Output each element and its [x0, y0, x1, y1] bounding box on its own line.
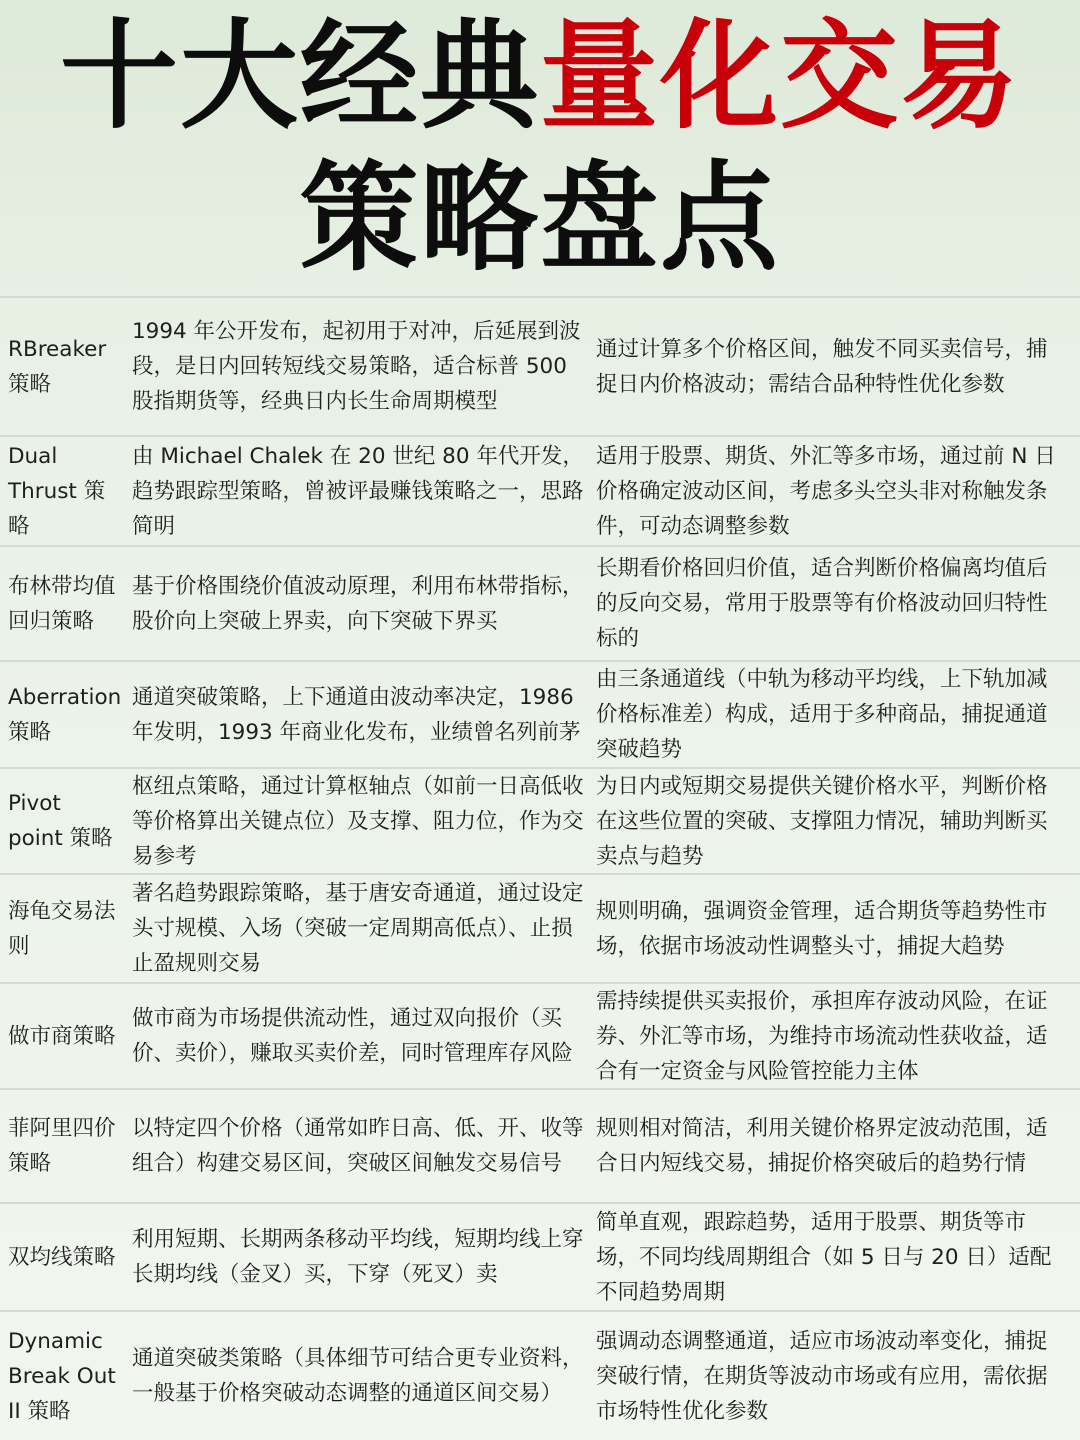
table-row — [0, 296, 1080, 435]
strategy-name: Dynamic Break Out II 策略 — [8, 1328, 116, 1424]
strategy-feature: 由三条通道线（中轨为移动平均线，上下轨加减价格标准差）构成，适用于多种商品，捕捉通道突破趋势 — [596, 667, 1048, 762]
table-row — [0, 660, 1080, 767]
header — [0, 0, 1080, 296]
strategy-feature: 为日内或短期交易提供关键价格水平，判断价格在这些位置的突破、支撑阻力情况，辅助判断买卖点与趋势 — [596, 773, 1048, 869]
strategy-feature: 规则明确，强调资金管理，适合期货等趋势性市场，依据市场波动性调整头寸，捕捉大趋势 — [596, 898, 1048, 959]
strategy-description: 由 Michael Chalek 在 20 世纪 80 年代开发，趋势跟踪型策略，曾被评最赚钱策略之一，思路简明 — [132, 443, 584, 539]
strategy-description: 枢纽点策略，通过计算枢轴点（如前一日高低收等价格算出关键点位）及支撑、阻力位，作为交易参考 — [132, 773, 584, 869]
title-black-part: 十大经典 — [59, 7, 540, 145]
table-row — [0, 1202, 1080, 1310]
table-row — [0, 982, 1080, 1088]
strategy-name: 双均线策略 — [8, 1244, 116, 1270]
title-red-part: 量化交易 — [540, 7, 1021, 145]
strategy-description: 以特定四个价格（通常如昨日高、低、开、收等组合）构建交易区间，突破区间触发交易信号 — [132, 1116, 584, 1176]
strategy-name: RBreaker 策略 — [8, 336, 107, 397]
strategy-description: 1994 年公开发布，起初用于对冲，后延展到波段，是日内回转短线交易策略，适合标普 500 股指期货等，经典日内长生命周期模型 — [132, 319, 581, 414]
strategy-description: 著名趋势跟踪策略，基于唐安奇通道，通过设定头寸规模、入场（突破一定周期高低点）、止损止盈规则交易 — [132, 881, 584, 976]
table-row — [0, 545, 1080, 660]
strategy-description: 做市商为市场提供流动性，通过双向报价（买价、卖价），赚取买卖价差，同时管理库存风险 — [132, 1006, 573, 1066]
table-row — [0, 873, 1080, 982]
strategy-name: 布林带均值回归策略 — [8, 573, 116, 634]
strategy-feature: 通过计算多个价格区间，触发不同买卖信号，捕捉日内价格波动；需结合品种特性优化参数 — [596, 336, 1048, 397]
strategy-table — [0, 296, 1080, 1440]
strategy-feature: 长期看价格回归价值，适合判断价格偏离均值后的反向交易，常用于股票等有价格波动回归特性标的 — [596, 556, 1048, 651]
strategy-name: Pivot point 策略 — [8, 791, 113, 851]
strategy-name: 做市商策略 — [8, 1023, 116, 1049]
table-row — [0, 1088, 1080, 1202]
strategy-description: 基于价格围绕价值波动原理，利用布林带指标，股价向上突破上界卖，向下突破下界买 — [132, 573, 584, 634]
title-line-2: 策略盘点 — [299, 149, 780, 287]
strategy-feature: 强调动态调整通道，适应市场波动率变化，捕捉突破行情，在期货等波动市场或有应用，需依据市场特性优化参数 — [596, 1328, 1048, 1424]
strategy-name: Aberration 策略 — [8, 684, 122, 745]
strategy-description: 通道突破策略，上下通道由波动率决定，1986 年发明，1993 年商业化发布，业绩曾名列前茅 — [132, 684, 581, 745]
strategy-feature: 需持续提供买卖报价，承担库存波动风险，在证券、外汇等市场，为维持市场流动性获收益，适合有一定资金与风险管控能力主体 — [596, 988, 1048, 1084]
strategy-feature: 规则相对简洁，利用关键价格界定波动范围，适合日内短线交易，捕捉价格突破后的趋势行情 — [596, 1116, 1048, 1176]
table-row — [0, 435, 1080, 545]
strategy-feature: 简单直观，跟踪趋势，适用于股票、期货等市场，不同均线周期组合（如 5 日与 20 日）适配不同趋势周期 — [596, 1209, 1052, 1305]
strategy-feature: 适用于股票、期货、外汇等多市场，通过前 N 日价格确定波动区间，考虑多头空头非对称触发条件，可动态调整参数 — [596, 443, 1056, 539]
strategy-name: 海龟交易法则 — [8, 898, 116, 959]
strategy-description: 通道突破类策略（具体细节可结合更专业资料，一般基于价格突破动态调整的通道区间交易） — [132, 1346, 584, 1406]
table-row — [0, 767, 1080, 873]
strategy-description: 利用短期、长期两条移动平均线，短期均线上穿长期均线（金叉）买，下穿（死叉）卖 — [132, 1227, 584, 1287]
strategy-name: 菲阿里四价策略 — [8, 1116, 116, 1176]
strategy-name: Dual Thrust 策略 — [8, 443, 106, 539]
title-line-1 — [0, 6, 1080, 146]
table-row — [0, 1310, 1080, 1440]
